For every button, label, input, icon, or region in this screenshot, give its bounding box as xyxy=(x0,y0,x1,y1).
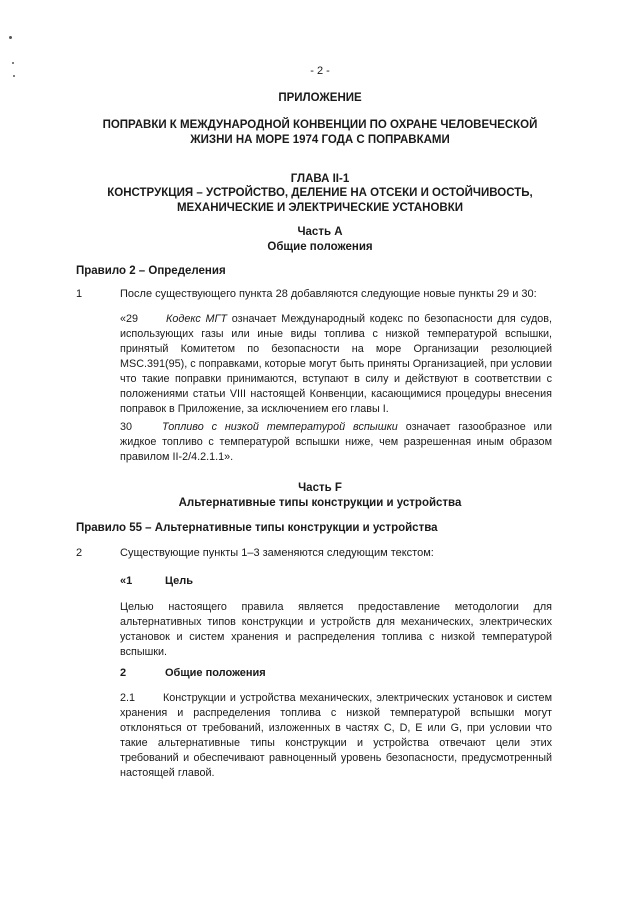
item-text: Существующие пункты 1–3 заменяются следующим текстом: xyxy=(120,547,434,559)
appendix-subtitle-line2: ЖИЗНИ НА МОРЕ 1974 ГОДА С ПОПРАВКАМИ xyxy=(190,134,450,146)
chapter-title-line1: КОНСТРУКЦИЯ – УСТРОЙСТВО, ДЕЛЕНИЕ НА ОТСЕКИ И ОСТОЙЧИВОСТЬ, xyxy=(107,187,533,199)
page-number: - 2 - xyxy=(310,65,330,77)
paragraph-number: 2.1 xyxy=(120,692,136,704)
rule-55-heading: Правило 55 – Альтернативные типы конструкции и устройства xyxy=(76,522,438,534)
section-2-1 xyxy=(120,691,552,781)
paragraph-text: означает Международный кодекс по безопасности для судов, использующих газы или иные виды топлива с низкой температурой вспышки, принятый Комитетом по безопасности на море Организации резолюцией MSC.391(95), с поправками, которые могут быть приняты Организацией, при условии что такие поправки принимаются, вступают в силу и действуют в соответствии с положениями статьи VIII настоящей Конвенции, касающимися процедуры внесения поправок в Приложение, за исключением его главы I. xyxy=(120,313,552,415)
rule-2-heading: Правило 2 – Определения xyxy=(76,265,226,277)
section-title: Общие положения xyxy=(165,667,266,679)
paragraph-text: означает газообразное или жидкое топливо с температурой вспышки ниже, чем разрешенная иным образом правилом II-2/4.2.1.1». xyxy=(120,421,552,463)
item-text: После существующего пункта 28 добавляются следующие новые пункты 29 и 30: xyxy=(120,288,537,300)
appendix-title: ПРИЛОЖЕНИЕ xyxy=(278,92,362,104)
item-number: 2 xyxy=(76,547,83,559)
paragraph-number: 30 xyxy=(120,421,133,433)
paragraph-29 xyxy=(120,312,552,417)
paragraph-30 xyxy=(120,420,552,465)
item-number: 1 xyxy=(76,288,83,300)
section-number: 2 xyxy=(120,667,127,679)
section-number: «1 xyxy=(120,575,133,587)
part-a-label: Часть A xyxy=(297,226,343,238)
defined-term: Кодекс МГТ xyxy=(166,313,227,325)
chapter-label: ГЛАВА II-1 xyxy=(290,173,350,185)
section-1-text: Целью настоящего правила является предоставление методологии для альтернативных типов конструкции и устройств для механических, электрических установок и систем хранения и распределения топлива с низкой температурой вспышки. xyxy=(120,601,552,658)
paragraph-text: Конструкции и устройства механических, электрических установок и систем хранения и распределения топлива с низкой температурой вспышки могут отклоняться от требований, изложенных в частях C, D, E или G, при условии что такие альтернативные типы конструкции и устройства отвечают цели этих требований и обеспечивают равноценный уровень безопасности, предусмотренный настоящей главой. xyxy=(120,692,552,779)
section-title: Цель xyxy=(165,575,194,587)
part-a-title: Общие положения xyxy=(267,241,373,253)
paragraph-number: «29 xyxy=(120,313,139,325)
chapter-title-line2: МЕХАНИЧЕСКИЕ И ЭЛЕКТРИЧЕСКИЕ УСТАНОВКИ xyxy=(176,202,464,214)
appendix-subtitle-line1: ПОПРАВКИ К МЕЖДУНАРОДНОЙ КОНВЕНЦИИ ПО ОХРАНЕ ЧЕЛОВЕЧЕСКОЙ xyxy=(102,119,538,131)
scan-mark xyxy=(9,36,12,39)
part-f-label: Часть F xyxy=(298,482,342,494)
defined-term: Топливо с низкой температурой вспышки xyxy=(162,421,398,433)
part-f-title: Альтернативные типы конструкции и устройства xyxy=(178,497,462,509)
